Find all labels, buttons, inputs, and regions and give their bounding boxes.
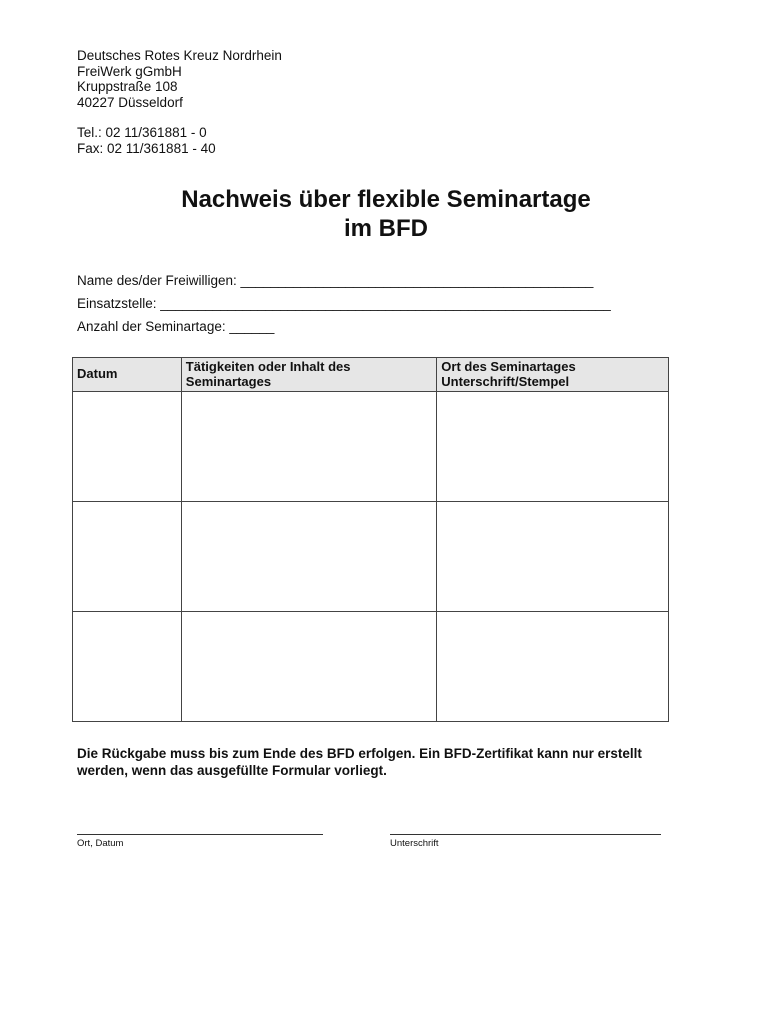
header-ort-line-1: Ort des Seminartages <box>441 359 576 374</box>
cell-datum[interactable] <box>73 392 182 502</box>
header-datum: Datum <box>73 358 182 392</box>
cell-taetigkeiten[interactable] <box>181 502 436 612</box>
cell-datum[interactable] <box>73 502 182 612</box>
cell-ort-unterschrift[interactable] <box>437 502 669 612</box>
header-ort-unterschrift <box>437 358 669 392</box>
table-row <box>73 612 669 722</box>
sender-contact <box>77 125 216 156</box>
sender-address <box>77 48 282 110</box>
sender-fax: Fax: 02 11/361881 - 40 <box>77 140 216 156</box>
volunteer-name-field[interactable]: Name des/der Freiwilligen: _______________________________________________ <box>77 273 594 288</box>
title-line-1: Nachweis über flexible Seminartage <box>181 186 591 213</box>
place-date-signature-line[interactable] <box>77 834 323 835</box>
sender-line-organization: Deutsches Rotes Kreuz Nordrhein <box>77 48 282 63</box>
table-row <box>73 392 669 502</box>
table-row <box>73 502 669 612</box>
cell-taetigkeiten[interactable] <box>181 392 436 502</box>
title-line-2: im BFD <box>344 215 428 242</box>
cell-taetigkeiten[interactable] <box>181 612 436 722</box>
sender-line-street: Kruppstraße 108 <box>77 79 178 95</box>
sender-line-company: FreiWerk gGmbH <box>77 63 182 79</box>
cell-datum[interactable] <box>73 612 182 722</box>
sender-tel: Tel.: 02 11/361881 - 0 <box>77 125 207 140</box>
cell-ort-unterschrift[interactable] <box>437 612 669 722</box>
header-ort-line-2: Unterschrift/Stempel <box>441 373 570 389</box>
signature-line[interactable] <box>390 834 661 835</box>
document-title <box>0 185 770 243</box>
table-header-row <box>73 358 669 392</box>
place-date-label: Ort, Datum <box>77 838 124 849</box>
header-taetigkeiten-line-2: Seminartages <box>185 373 272 389</box>
cell-ort-unterschrift[interactable] <box>437 392 669 502</box>
return-note: Die Rückgabe muss bis zum Ende des BFD erfolgen. Ein BFD-Zertifikat kann nur erstellt werden, wenn das ausgefüllte Formular vorliegt. <box>77 746 642 778</box>
signature-label: Unterschrift <box>390 838 439 849</box>
header-taetigkeiten <box>181 358 436 392</box>
seminar-table <box>72 357 669 722</box>
header-taetigkeiten-line-1: Tätigkeiten oder Inhalt des <box>185 359 351 374</box>
seminar-days-count-field[interactable]: Anzahl der Seminartage: ______ <box>77 319 275 334</box>
sender-line-city: 40227 Düsseldorf <box>77 94 183 110</box>
einsatzstelle-field[interactable]: Einsatzstelle: ____________________________________________________________ <box>77 296 611 311</box>
